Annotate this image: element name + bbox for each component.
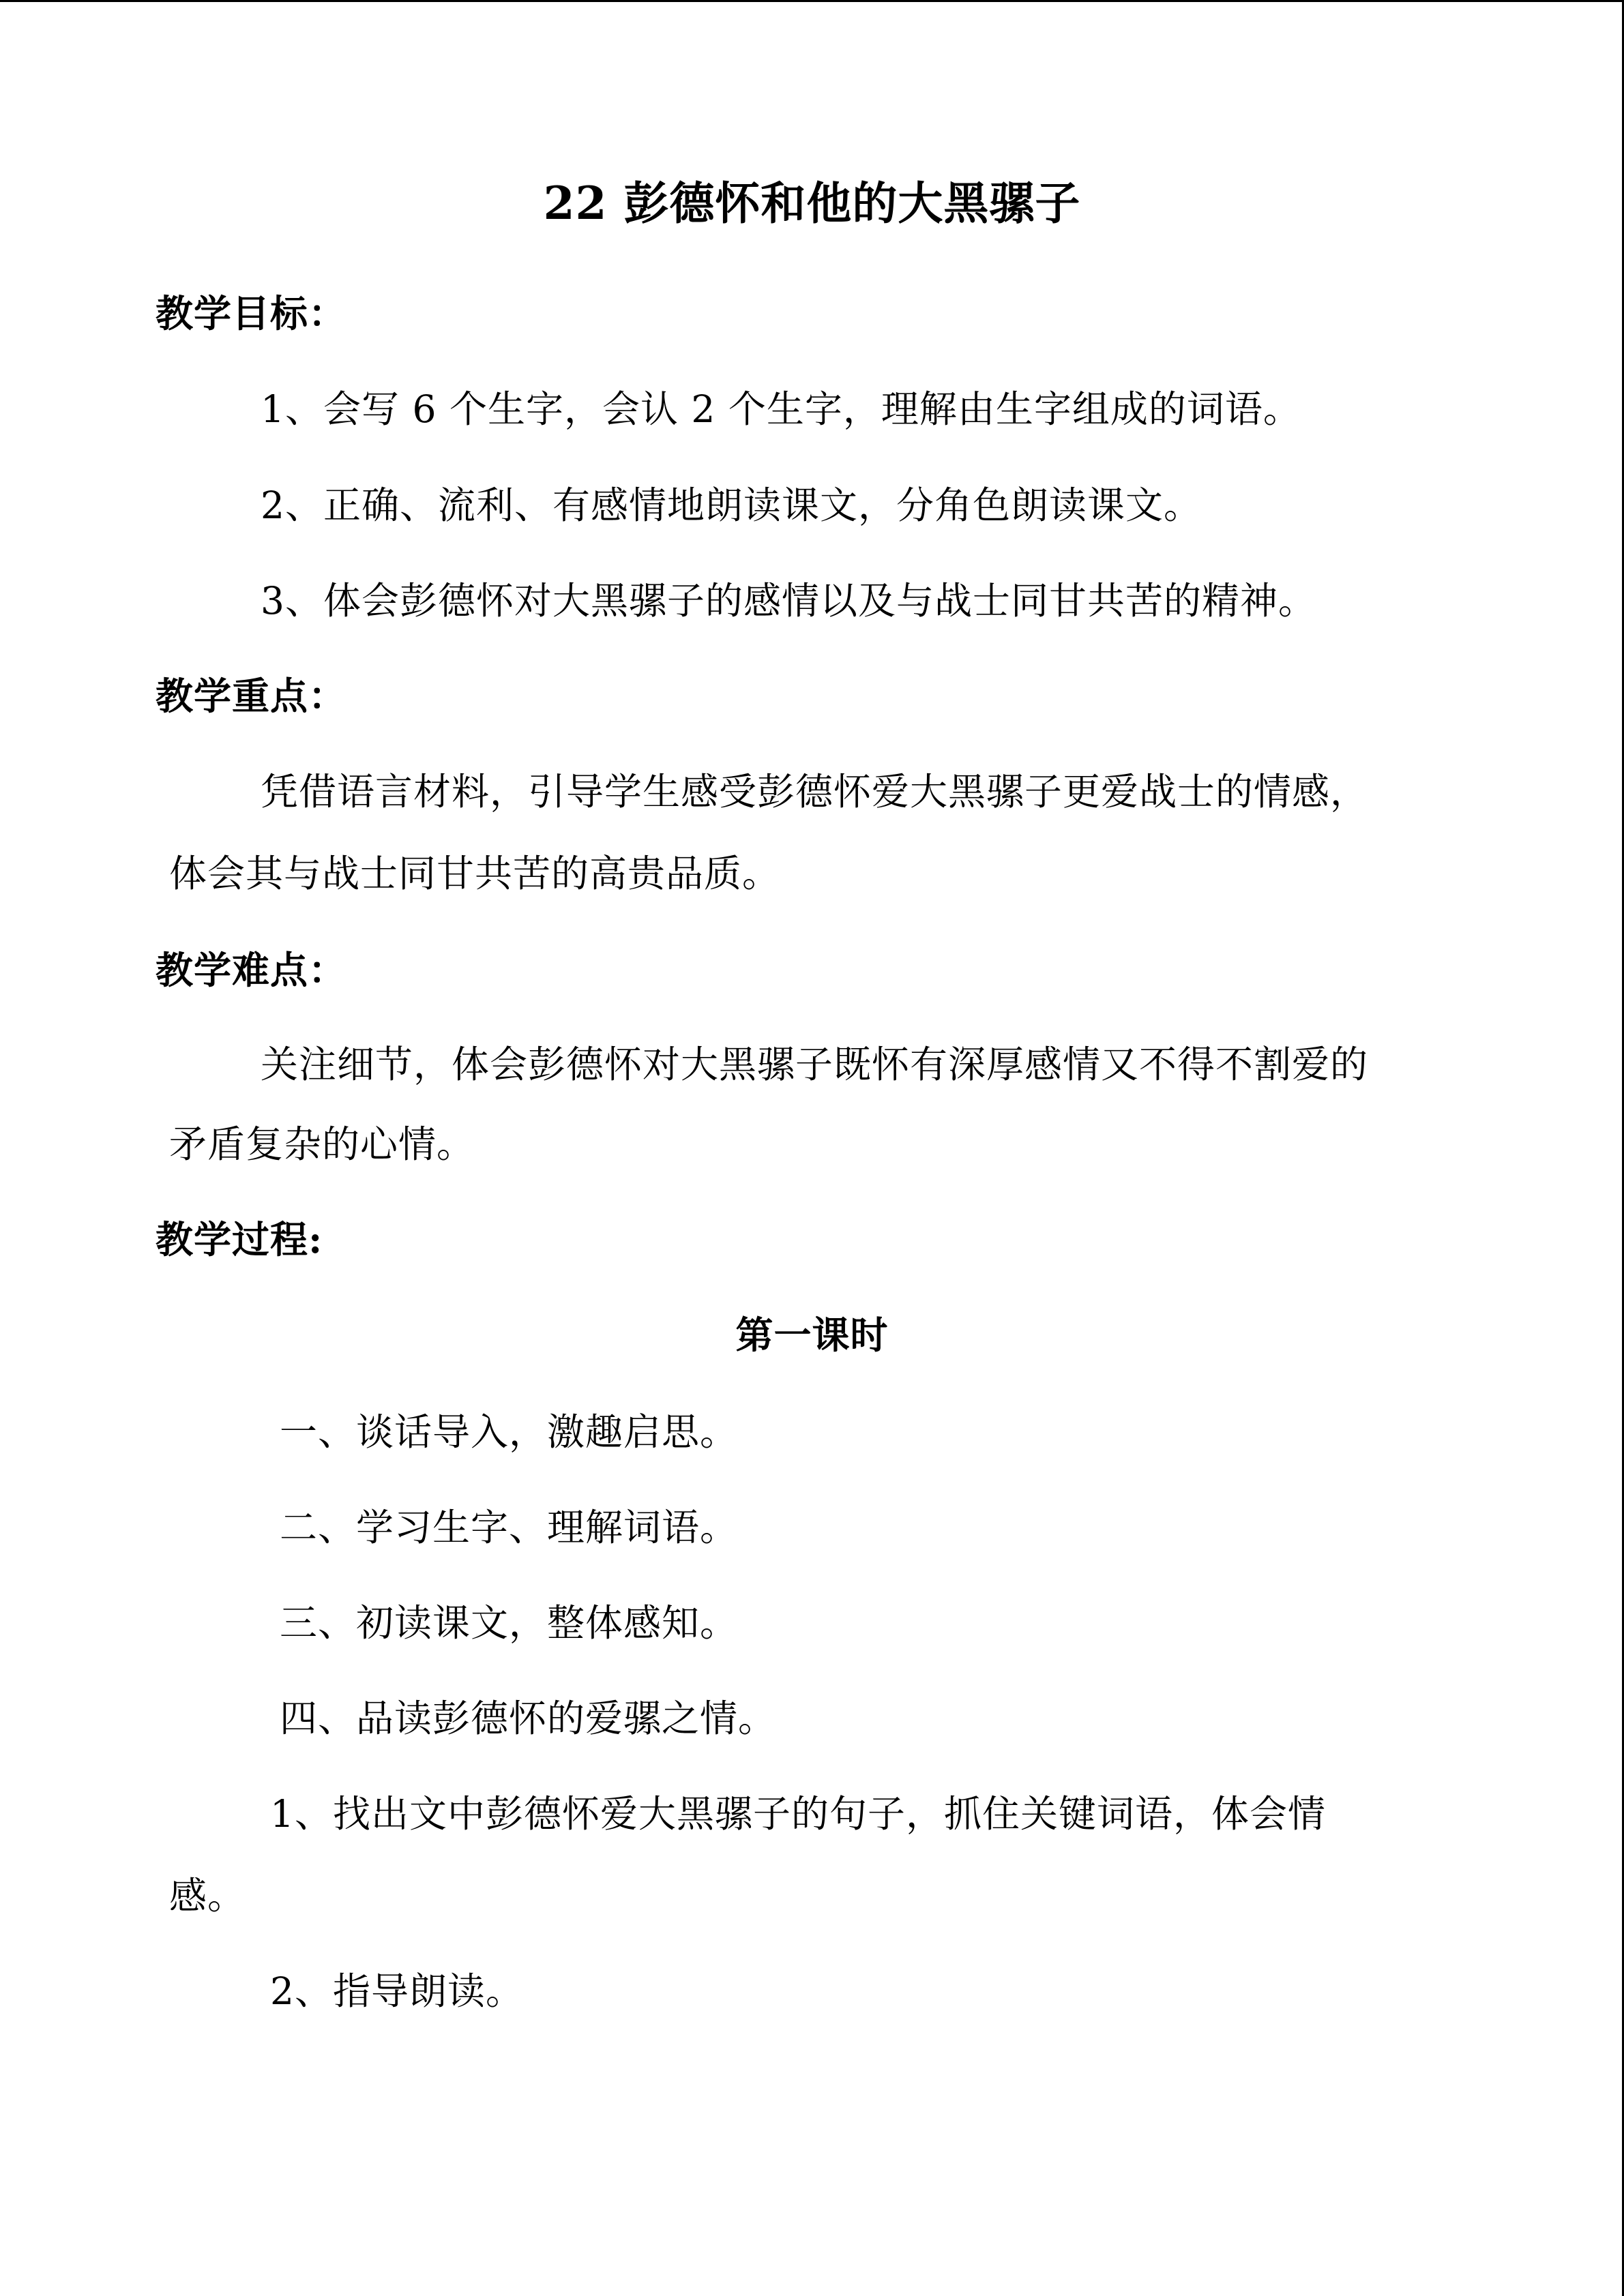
section-heading-objectives: 教学目标： [156,291,347,336]
lesson-title: 第一课时 [735,1313,889,1357]
process-step: 三、初读课文，整体感知。 [280,1601,739,1645]
document-title: 22 彭德怀和他的大黑骡子 [543,177,1081,230]
section-heading-process: 教学过程: [156,1217,323,1262]
process-step: 一、谈话导入，激趣启思。 [280,1410,739,1454]
objective-item: 2、正确、流利、有感情地朗读课文，分角色朗读课文。 [261,483,1202,527]
sub-item: 2、指导朗读。 [270,1969,524,2013]
section-heading-difficulties: 教学难点： [156,948,347,992]
section-heading-key-points: 教学重点： [156,674,347,718]
process-step: 二、学习生字、理解词语。 [280,1506,739,1549]
sub-item: 1、找出文中彭德怀爱大黑骡子的句子，抓住关键词语，体会情 [270,1792,1326,1836]
key-points-text: 凭借语言材料，引导学生感受彭德怀爱大黑骡子更爱战士的情感， [261,770,1369,814]
process-step: 四、品读彭德怀的爱骡之情。 [280,1697,777,1740]
difficulties-text: 关注细节，体会彭德怀对大黑骡子既怀有深厚感情又不得不割爱的 [261,1043,1369,1086]
objective-item: 1、会写 6 个生字，会认 2 个生字，理解由生字组成的词语。 [261,387,1301,431]
objective-item: 3、体会彭德怀对大黑骡子的感情以及与战士同甘共苦的精神。 [261,579,1316,623]
sub-item: 感。 [169,1874,246,1918]
key-points-text: 体会其与战士同甘共苦的高贵品质。 [169,852,781,895]
difficulties-text: 矛盾复杂的心情。 [169,1122,475,1166]
